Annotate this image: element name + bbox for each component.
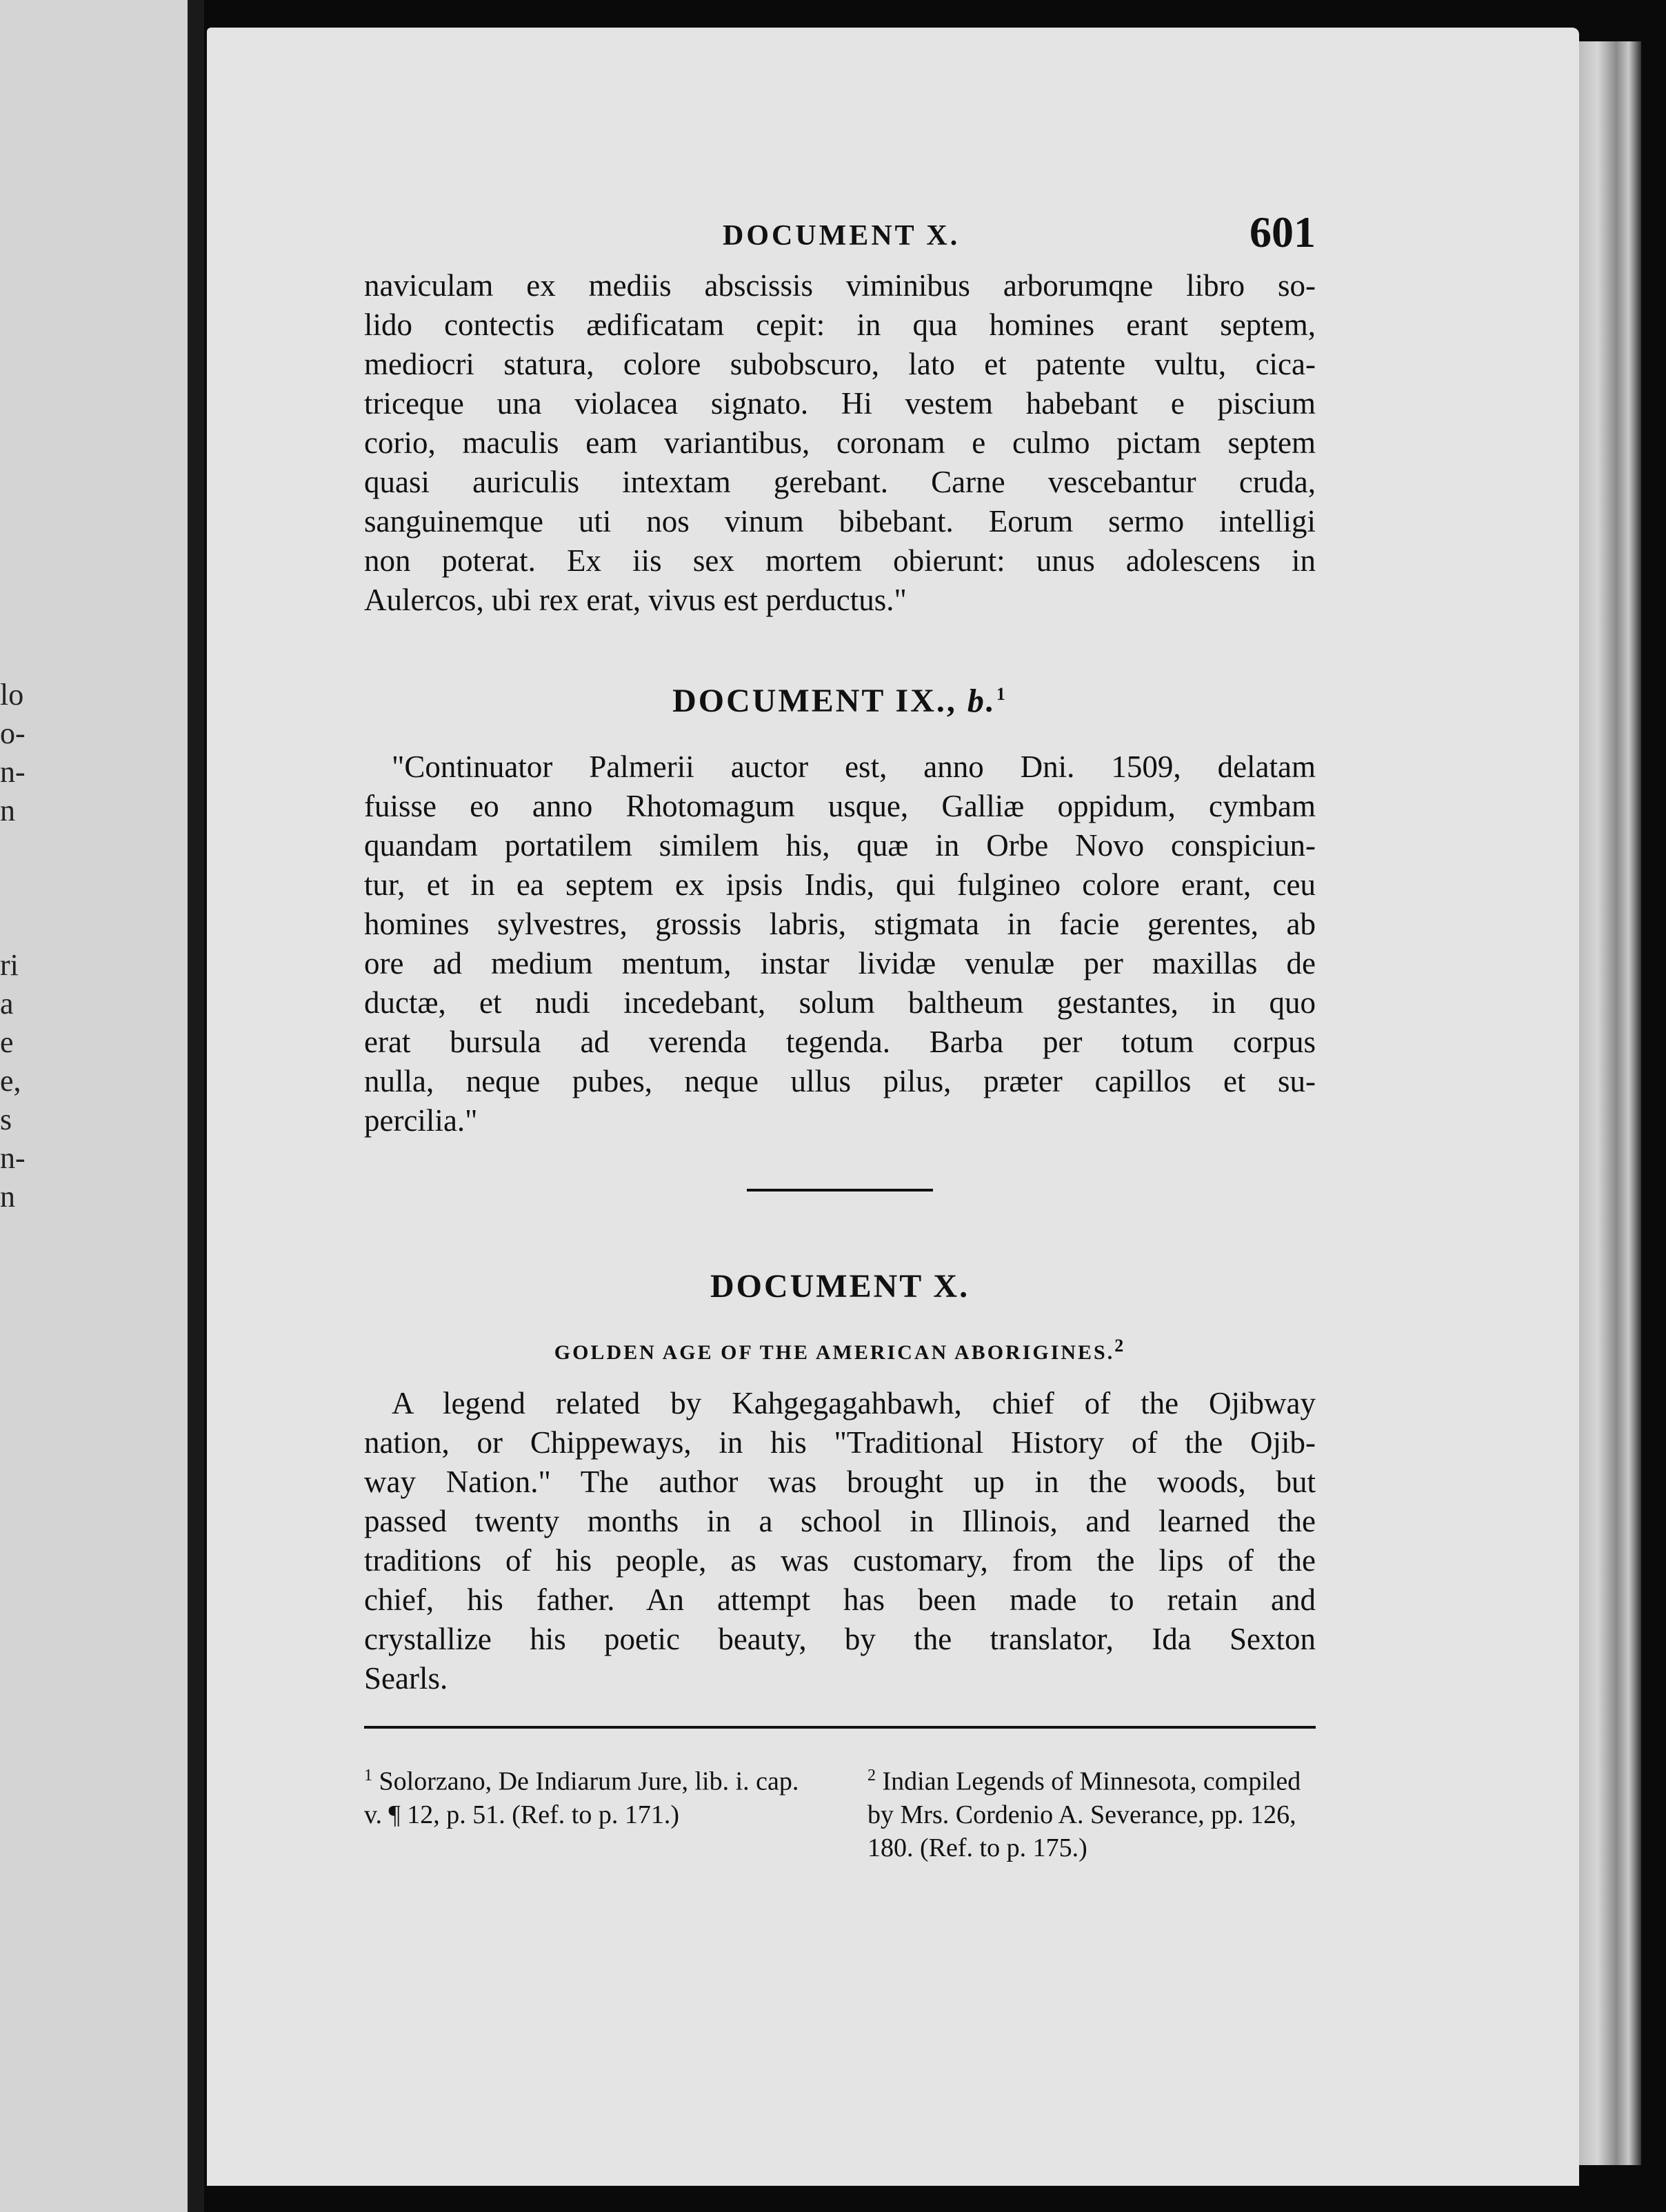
document-x-text-line: A legend related by Kahgegagahbawh, chief of the Ojibway [392,1386,1316,1420]
left-page-fragment [0,907,28,946]
document-x-text-line: chief, his father. An attempt has been made to retain and [364,1582,1316,1617]
left-page-text-fragments [0,676,28,1216]
left-page-fragment: e [0,1025,14,1059]
left-page-fragment: o- [0,716,26,750]
continued-text-line: quasi auriculis intextam gerebant. Carne vescebantur cruda, [364,465,1316,499]
continued-text-line: non poterat. Ex iis sex mortem obierunt: unus adolescens in [364,543,1316,578]
running-head [364,207,1316,262]
page-edge-stack [1579,41,1641,2165]
left-page-fragment: ri [0,948,19,982]
footnotes [364,1759,1316,1864]
document-ix-b-paragraph [364,747,1316,1140]
footnote-rule [364,1726,1316,1729]
continued-text-line: corio, maculis eam variantibus, coronam e culmo pictam septem [364,425,1316,460]
document-x-text-line: Searls. [364,1661,448,1696]
document-x-text-line: traditions of his people, as was customary, from the lips of the [364,1543,1316,1578]
left-page-fragment: n [0,1180,15,1214]
document-x-text-line: crystallize his poetic beauty, by the translator, Ida Sexton [364,1622,1316,1656]
document-ix-b-text-line: ore ad medium mentum, instar lividæ venulæ per maxillas de [364,946,1316,981]
footnote-ref-1: 1 [996,684,1007,704]
footnote-2-text: Indian Legends of Minnesota, compiled by Mrs. Cordenio A. Severance, pp. 126, 180. (Ref. to p. 175.) [867,1767,1301,1862]
continued-text-line: sanguinemque uti nos vinum bibebant. Eorum sermo intelligi [364,504,1316,539]
page-text-block [364,207,1316,1864]
footnote-1-marker: 1 [364,1767,372,1784]
document-x-heading: DOCUMENT X. [710,1268,970,1305]
document-ix-b-text-line: erat bursula ad verenda tegenda. Barba per totum corpus [364,1025,1316,1059]
footnote-2 [867,1759,1316,1864]
document-x-text-line: nation, or Chippeways, in his "Traditional History of the Ojib- [364,1425,1316,1460]
footnote-1 [364,1759,812,1864]
document-ix-b-title: DOCUMENT IX., [672,683,957,719]
left-page-fragment [0,869,28,907]
left-page-fragment: lo [0,678,24,712]
footnote-ref-2: 2 [1114,1336,1126,1356]
continued-text-line: lido contectis ædificatam cepit: in qua homines erant septem, [364,308,1316,342]
book-gutter [188,0,204,2212]
left-page-fragment: n- [0,755,26,789]
document-ix-b-text-line: quandam portatilem similem his, quæ in Orbe Novo conspiciun- [364,828,1316,863]
footnote-2-marker: 2 [867,1767,876,1784]
left-page-fragment: e, [0,1064,21,1098]
document-ix-b-text-line: fuisse eo anno Rhotomagum usque, Galliæ oppidum, cymbam [364,789,1316,823]
continued-text-line: triceque una violacea signato. Hi vestem habebant e piscium [364,386,1316,421]
document-x-text-line: passed twenty months in a school in Illinois, and learned the [364,1504,1316,1538]
section-divider-rule [747,1189,933,1192]
page-number: 601 [1250,208,1316,257]
document-ix-b-text-line: "Continuator Palmerii auctor est, anno Dni. 1509, delatam [392,750,1316,784]
document-ix-b-heading [364,682,1316,720]
document-x-subheading [364,1336,1316,1365]
left-page-fragment [0,830,28,869]
document-ix-b-text-line: percilia." [364,1103,478,1138]
document-ix-b-text-line: homines sylvestres, grossis labris, stigmata in facie gerentes, ab [364,907,1316,941]
left-page-fragment: n- [0,1141,26,1175]
footnote-1-text: Solorzano, De Indiarum Jure, lib. i. cap. v. ¶ 12, p. 51. (Ref. to p. 171.) [364,1767,799,1829]
continued-text-line: Aulercos, ubi rex erat, vivus est perductus." [364,583,907,617]
document-ix-b-text-line: nulla, neque pubes, neque ullus pilus, præter capillos et su- [364,1064,1316,1098]
document-x-paragraph [364,1384,1316,1698]
document-x-subheading-text: GOLDEN AGE OF THE AMERICAN ABORIGINES. [554,1341,1115,1364]
document-ix-b-text-line: ductæ, et nudi incedebant, solum baltheum gestantes, in quo [364,985,1316,1020]
document-ix-b-text-line: tur, et in ea septem ex ipsis Indis, qui fulgineo colore erant, ceu [364,867,1316,902]
continued-text-line: naviculam ex mediis abscissis viminibus arborumqne libro so- [364,268,1316,303]
continued-paragraph [364,266,1316,620]
continued-text-line: mediocri statura, colore subobscuro, lato et patente vultu, cica- [364,347,1316,381]
left-page-fragment: n [0,794,15,827]
document-ix-b-suffix: b. [967,683,996,719]
left-page-fragment: a [0,987,14,1020]
document-x-text-line: way Nation." The author was brought up in the woods, but [364,1465,1316,1499]
left-page-fragment: s [0,1103,12,1136]
running-title: DOCUMENT X. [723,220,961,252]
left-facing-page [0,0,188,2212]
